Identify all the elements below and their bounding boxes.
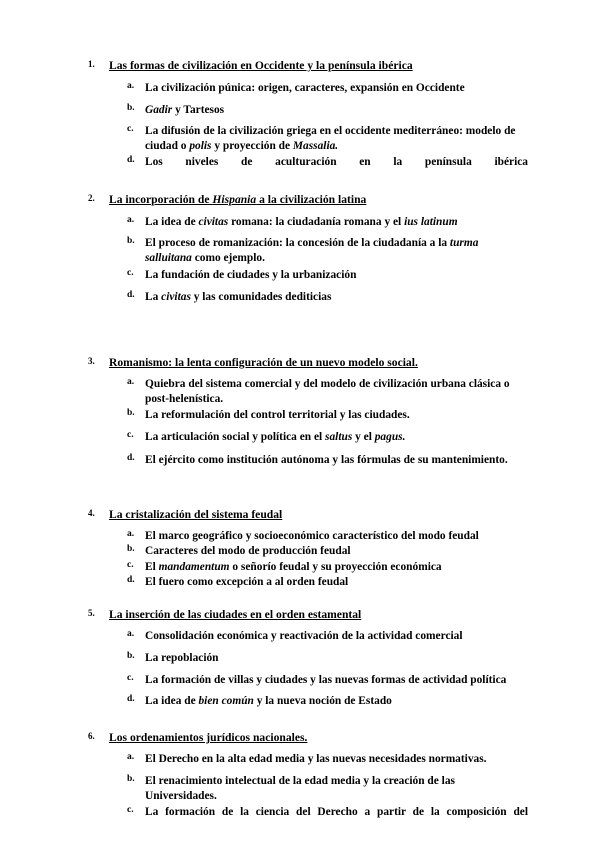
item-text: El mandamentum o señorío feudal y su proyección económica bbox=[145, 561, 442, 573]
item-text: La formación de villas y ciudades y las nuevas formas de actividad política bbox=[145, 674, 507, 686]
item-letter: d. bbox=[127, 575, 135, 585]
item-text: La reformulación del control territorial y las ciudades. bbox=[145, 409, 410, 421]
item-text: El ejército como institución autónoma y las fórmulas de su mantenimiento. bbox=[145, 454, 508, 466]
item-letter: d. bbox=[127, 453, 135, 463]
item-letter: c. bbox=[127, 268, 134, 278]
item-text: Gadir y Tartesos bbox=[145, 104, 225, 116]
item-letter: d. bbox=[127, 155, 135, 165]
item-letter: b. bbox=[127, 651, 135, 661]
item-letter: b. bbox=[127, 236, 135, 246]
item-letter: b. bbox=[127, 103, 135, 113]
item-letter: a. bbox=[127, 529, 135, 539]
item-text: Caracteres del modo de producción feudal bbox=[145, 545, 351, 557]
item-text: Quiebra del sistema comercial y del modelo de civilización urbana clásica o post-helenística. bbox=[145, 378, 510, 405]
item-text: La civitas y las comunidades dediticias bbox=[145, 291, 332, 303]
item-text: La difusión de la civilización griega en el occidente mediterráneo: modelo de ciudad o polis y proyección de Massalia. bbox=[145, 125, 516, 152]
item-letter: c. bbox=[127, 560, 134, 570]
item-letter: c. bbox=[127, 673, 134, 683]
section-number: 4. bbox=[88, 508, 95, 518]
item-text: Los niveles de aculturación en la península ibérica bbox=[145, 156, 528, 168]
item-letter: b. bbox=[127, 408, 135, 418]
item-text: La idea de bien común y la nueva noción de Estado bbox=[145, 695, 392, 707]
item-letter: a. bbox=[127, 629, 135, 639]
item-letter: d. bbox=[127, 290, 135, 300]
item-letter: c. bbox=[127, 805, 134, 815]
item-text: La civilización púnica: origen, caracteres, expansión en Occidente bbox=[145, 82, 465, 94]
section-number: 6. bbox=[88, 731, 95, 741]
item-letter: c. bbox=[127, 430, 134, 440]
section-title: La incorporación de Hispania a la civilización latina bbox=[109, 193, 367, 206]
item-text: El Derecho en la alta edad media y las nuevas necesidades normativas. bbox=[145, 753, 487, 765]
section-number: 3. bbox=[88, 356, 95, 366]
item-text: La repoblación bbox=[145, 652, 219, 664]
item-letter: d. bbox=[127, 694, 135, 704]
item-text: La formación de la ciencia del Derecho a partir de la composición del bbox=[145, 806, 528, 818]
item-letter: a. bbox=[127, 81, 135, 91]
section-title: La inserción de las ciudades en el orden estamental bbox=[109, 608, 362, 621]
section-title: Romanismo: la lenta configuración de un nuevo modelo social. bbox=[109, 356, 418, 369]
section-title: Las formas de civilización en Occidente y la península ibérica bbox=[109, 59, 413, 72]
item-letter: a. bbox=[127, 377, 135, 387]
item-letter: b. bbox=[127, 774, 135, 784]
item-text: El proceso de romanización: la concesión de la ciudadanía a la turma salluitana como ejemplo. bbox=[145, 237, 479, 264]
item-letter: a. bbox=[127, 752, 135, 762]
item-letter: c. bbox=[127, 124, 134, 134]
section-title: Los ordenamientos jurídicos nacionales. bbox=[109, 731, 308, 744]
item-text: La fundación de ciudades y la urbanización bbox=[145, 269, 357, 281]
item-text: El fuero como excepción a al orden feudal bbox=[145, 576, 349, 588]
item-text: La articulación social y política en el saltus y el pagus. bbox=[145, 431, 406, 443]
item-text: El marco geográfico y socioeconómico característico del modo feudal bbox=[145, 530, 479, 542]
item-text: El renacimiento intelectual de la edad media y la creación de las Universidades. bbox=[145, 775, 455, 802]
item-text: La idea de civitas romana: la ciudadanía romana y el ius latinum bbox=[145, 216, 458, 228]
item-text: Consolidación económica y reactivación de la actividad comercial bbox=[145, 630, 463, 642]
section-number: 2. bbox=[88, 193, 95, 203]
section-title: La cristalización del sistema feudal bbox=[109, 508, 283, 521]
item-letter: a. bbox=[127, 215, 135, 225]
section-number: 5. bbox=[88, 608, 95, 618]
item-letter: b. bbox=[127, 544, 135, 554]
section-number: 1. bbox=[88, 59, 95, 69]
